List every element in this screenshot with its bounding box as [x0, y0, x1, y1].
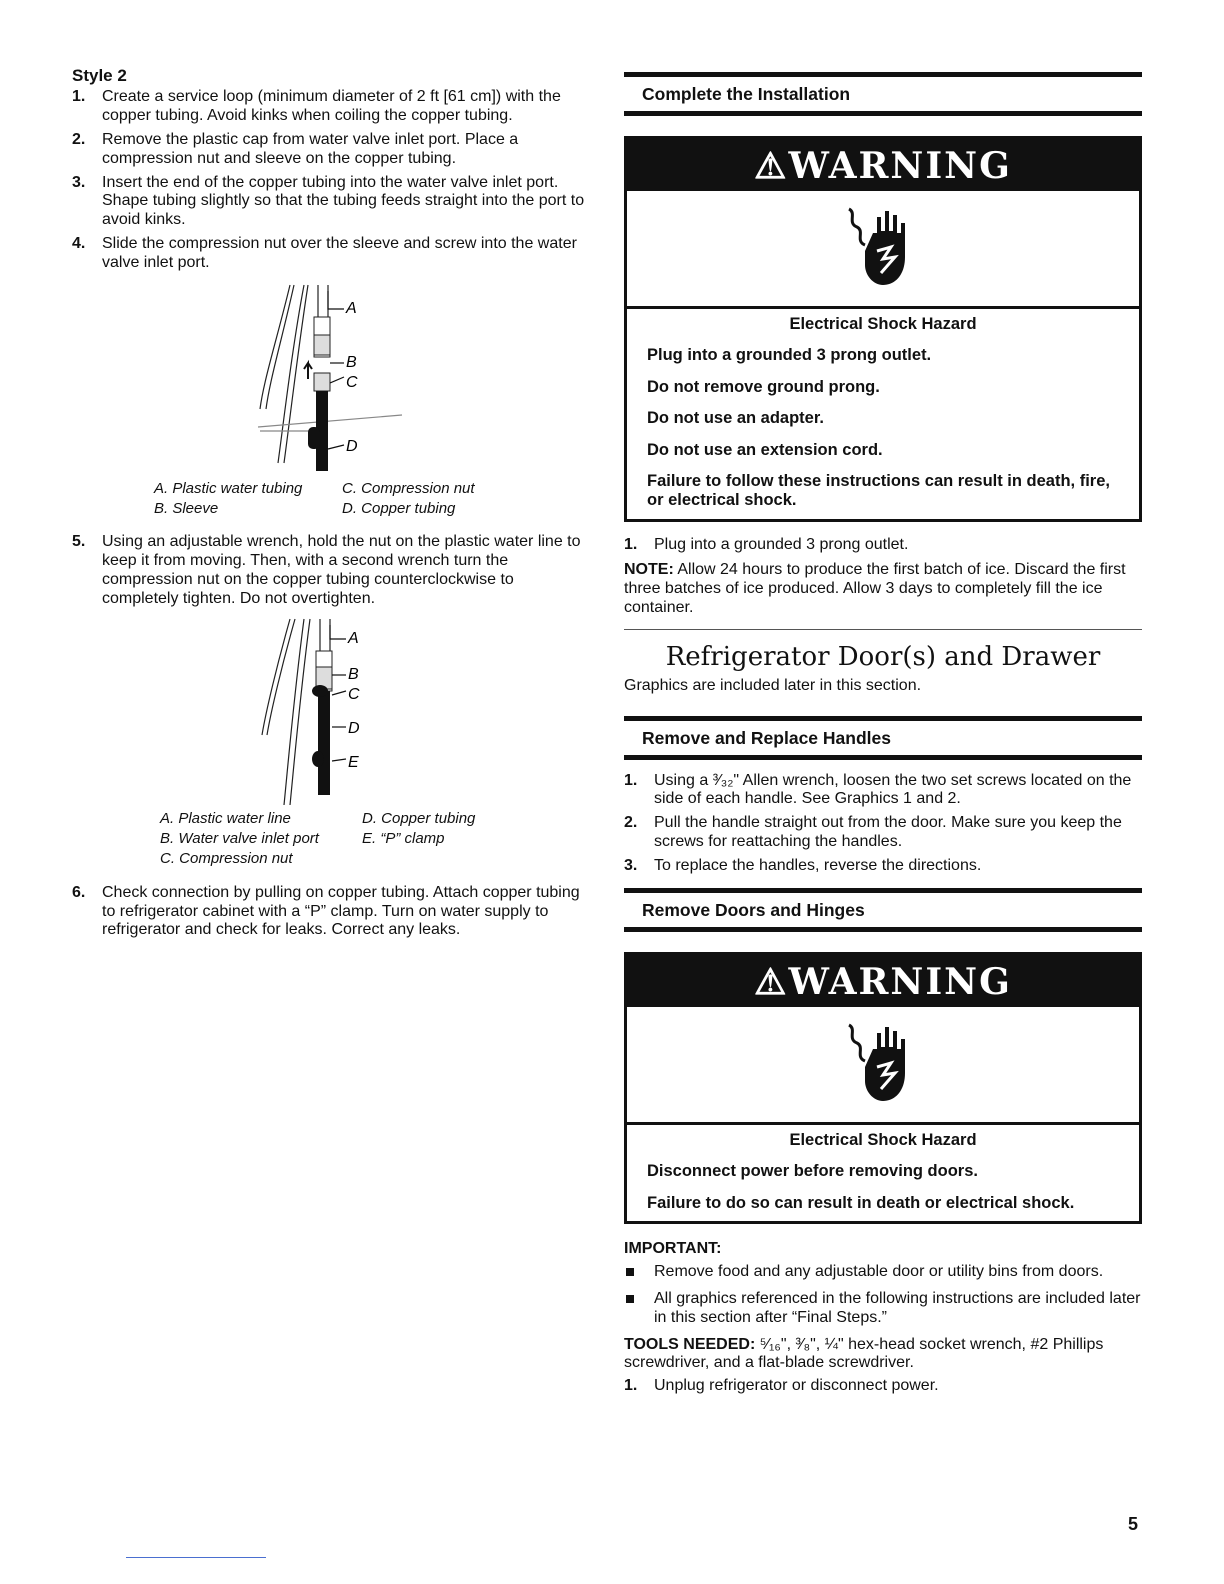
- list-item: 6. Check connection by pulling on copper tubing. Attach copper tubing to refrigerator cabinet with a “P” clamp. Turn on water supply to refrigerator and check for leaks. Correct any leaks.: [72, 883, 580, 939]
- tools-paragraph: TOOLS NEEDED: ⁵⁄₁₆", ³⁄₈", ¼" hex-head socket wrench, #2 Phillips screwdriver, and a flat-blade screwdriver.: [624, 1335, 1104, 1372]
- list-item: 2. Pull the handle straight out from the door. Make sure you keep the screws for reattaching the handles.: [624, 814, 1122, 851]
- important-label: IMPORTANT:: [624, 1240, 722, 1258]
- footer-rule: [126, 1557, 266, 1558]
- important-list: [624, 1263, 1142, 1328]
- list-item: 4. Slide the compression nut over the sleeve and screw into the water valve inlet port.: [72, 235, 577, 272]
- doors-heading: Remove Doors and Hinges: [624, 888, 1142, 932]
- copper-tubing-diagram-2: [72, 615, 592, 809]
- unplug-step: [624, 1377, 1142, 1396]
- list-item: 1. Create a service loop (minimum diameter of 2 ft [61 cm]) with the copper tubing. Avoid kinks when coiling the copper tubing.: [72, 88, 561, 124]
- figure-2: [72, 615, 592, 809]
- list-item: 3. Insert the end of the copper tubing into the water valve inlet port. Shape tubing slightly so that the tubing feeds straight into the port to avoid kinks.: [72, 173, 585, 229]
- shock-hazard-icon: [627, 1007, 1139, 1125]
- divider: [624, 629, 1142, 630]
- figure-2-caption: A. Plastic water line D. Copper tubing B. Water valve inlet port E. “P” clamp C. Compression nut: [160, 809, 476, 868]
- list-item: Remove food and any adjustable door or utility bins from doors.: [624, 1263, 1142, 1282]
- step-5: [72, 533, 592, 609]
- list-item: 1. Using a ³⁄₃₂" Allen wrench, loosen the two set screws located on the side of each handle. See Graphics 1 and 2.: [624, 771, 1132, 808]
- left-column: [72, 66, 592, 945]
- warning-body-1: Electrical Shock Hazard Plug into a grounded 3 prong outlet. Do not remove ground prong. Do not use an adapter. Do not use an extension cord. Failure to follow these instructions can result in death, fire, or electrical shock.: [627, 309, 1139, 519]
- right-column: [624, 72, 1142, 1401]
- warning-title: ⚠WARNING: [627, 139, 1139, 191]
- handles-steps: [624, 772, 1142, 876]
- list-item: 5. Using an adjustable wrench, hold the nut on the plastic water line to keep it from moving. Then, with a second wrench turn the compression nut on the copper tubing counterclockwise to completely tighten. Do not overtighten.: [72, 533, 581, 608]
- warning-box-1: [624, 136, 1142, 522]
- fig2-label-b: B: [348, 665, 359, 683]
- figure-1-caption: A. Plastic water tubing C. Compression nut B. Sleeve D. Copper tubing: [154, 479, 475, 518]
- list-item: All graphics referenced in the following instructions are included later in this section after “Final Steps.”: [624, 1290, 1142, 1328]
- fig2-label-a: A: [348, 629, 359, 647]
- figure-1: [72, 279, 592, 479]
- plug-step: [624, 536, 1142, 555]
- fig1-label-a: A: [346, 299, 357, 317]
- complete-installation-heading: Complete the Installation: [624, 72, 1142, 116]
- fig1-label-b: B: [346, 353, 357, 371]
- warning-box-2: [624, 952, 1142, 1224]
- list-item: 1. Plug into a grounded 3 prong outlet.: [624, 535, 909, 553]
- list-item: 1. Unplug refrigerator or disconnect power.: [624, 1377, 939, 1395]
- warning-body-2: Electrical Shock Hazard Disconnect power before removing doors. Failure to do so can result in death or electrical shock.: [627, 1125, 1139, 1221]
- list-item: 3. To replace the handles, reverse the directions.: [624, 857, 982, 875]
- fig2-label-d: D: [348, 719, 360, 737]
- step-6: [72, 884, 592, 941]
- hazard-title: Electrical Shock Hazard: [789, 1130, 977, 1149]
- shock-hazard-icon: [627, 191, 1139, 309]
- note-paragraph: NOTE: Allow 24 hours to produce the first batch of ice. Discard the first three batches of ice produced. Allow 3 days to completely fill the ice container.: [624, 560, 1126, 616]
- copper-tubing-diagram-1: [72, 279, 592, 479]
- section-title: Refrigerator Door(s) and Drawer: [665, 642, 1101, 673]
- list-item: 2. Remove the plastic cap from water valve inlet port. Place a compression nut and sleeve on the copper tubing.: [72, 130, 519, 167]
- warning-title: ⚠WARNING: [627, 955, 1139, 1007]
- steps-list-a: [72, 88, 592, 273]
- fig1-label-d: D: [346, 437, 358, 455]
- fig2-label-c: C: [348, 685, 360, 703]
- hazard-title: Electrical Shock Hazard: [789, 314, 977, 333]
- handles-heading: Remove and Replace Handles: [624, 716, 1142, 760]
- style-2-heading: Style 2: [72, 66, 127, 85]
- fig1-label-c: C: [346, 373, 358, 391]
- page-number: 5: [1128, 1514, 1139, 1534]
- section-subtitle: Graphics are included later in this section.: [624, 677, 922, 695]
- fig2-label-e: E: [348, 753, 359, 771]
